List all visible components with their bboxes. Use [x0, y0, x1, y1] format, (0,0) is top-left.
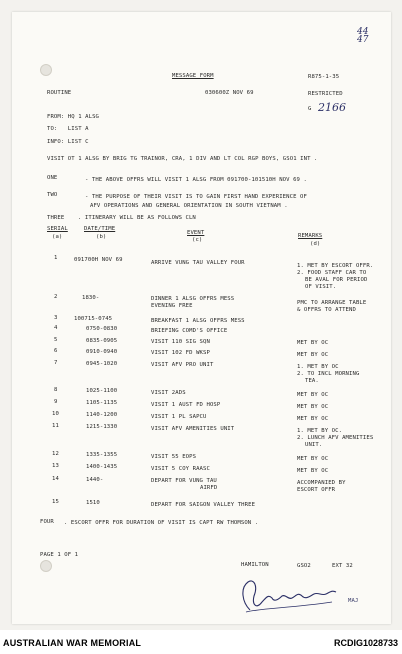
precedence: ROUTINE [47, 90, 72, 96]
row-time: 1440- [86, 477, 104, 483]
page-count: PAGE 1 OF 1 [40, 552, 79, 558]
row-remark: 2. LUNCH AFV AMENITIES [297, 435, 374, 441]
row-serial: 15 [52, 499, 59, 505]
row-time: 0945-1020 [86, 361, 118, 367]
info-line: INFO: LIST C [47, 139, 89, 145]
row-remark: BE AVAL FOR PERIOD [305, 277, 368, 283]
file-reference: R875-1-35 [308, 74, 340, 80]
row-event: BRIEFING COMD'S OFFICE [151, 328, 228, 334]
row-serial: 13 [52, 463, 59, 469]
row-serial: 10 [52, 411, 59, 417]
row-remark: 2. TO INCL MORNING [297, 371, 360, 377]
row-event: VISIT AFV AMENITIES UNIT [151, 426, 235, 432]
column-subheader: (d) [310, 241, 321, 247]
row-remark: 2. FOOD STAFF CAR TO [297, 270, 367, 276]
row-event: VISIT 55 EOPS [151, 454, 197, 460]
archive-footer [0, 630, 402, 654]
row-serial: 6 [54, 348, 58, 354]
row-remark: 1. MET BY OC [297, 364, 339, 370]
paragraph-text: . ESCORT OFFR FOR DURATION OF VISIT IS CAPT RW THOMSON . [64, 520, 259, 526]
row-serial: 5 [54, 337, 58, 343]
row-serial: 11 [52, 423, 59, 429]
row-serial: 14 [52, 476, 59, 482]
row-time: 1335-1355 [86, 452, 118, 458]
row-remark: OF VISIT. [305, 284, 337, 290]
row-remark: TEA. [305, 378, 319, 384]
row-event: VISIT 1 AUST FD HOSP [151, 402, 221, 408]
handwritten-message-number: 2166 [318, 101, 346, 114]
column-header: EVENT [187, 230, 205, 236]
signature-initials: MAJ [348, 598, 359, 604]
row-remark: & OFFRS TO ATTEND [297, 307, 356, 313]
row-remark: 1. MET BY OC. [297, 428, 343, 434]
date-time-group: 030600Z NOV 69 [205, 90, 254, 96]
row-event: EVENING FREE [151, 303, 193, 309]
row-event: BREAKFAST 1 ALSG OFFRS MESS [151, 318, 245, 324]
column-header: DATE/TIME [84, 226, 116, 232]
row-serial: 9 [54, 399, 58, 405]
handwritten-folio-number: 44 47 [357, 27, 369, 45]
paragraph-text: - THE PURPOSE OF THEIR VISIT IS TO GAIN FIRST HAND EXPERIENCE OF [85, 194, 307, 200]
row-remark: MET BY OC [297, 468, 329, 474]
paragraph-label: THREE [47, 215, 65, 221]
row-time: 1830- [82, 295, 100, 301]
column-subheader: (c) [192, 237, 203, 243]
row-remark: MET BY OC [297, 404, 329, 410]
row-time: 0750-0830 [86, 326, 118, 332]
row-event: DEPART FOR VUNG TAU [151, 478, 217, 484]
subject-line: VISIT OT 1 ALSG BY BRIG TG TRAINOR, CRA, 1 DIV AND LT COL RGP BOYS, GSO1 INT . [47, 156, 318, 162]
row-event: VISIT 102 FD WKSP [151, 350, 210, 356]
originator-appointment: GSO2 [297, 563, 311, 569]
row-remark: MET BY OC [297, 392, 329, 398]
row-serial: 8 [54, 387, 58, 393]
row-time: 1105-1135 [86, 400, 118, 406]
row-time: 1510 [86, 500, 100, 506]
row-remark: 1. MET BY ESCORT OFFR. [297, 263, 374, 269]
row-event: DINNER 1 ALSG OFFRS MESS [151, 296, 235, 302]
row-time: 1140-1200 [86, 412, 118, 418]
row-time: 1400-1435 [86, 464, 118, 470]
security-classification: RESTRICTED [308, 91, 343, 97]
row-event: VISIT 2ADS [151, 390, 186, 396]
row-remark: ACCOMPANIED BY [297, 480, 346, 486]
row-event: VISIT 5 COY RAASC [151, 466, 210, 472]
row-time: 1215-1330 [86, 424, 118, 430]
paragraph-label: ONE [47, 175, 58, 181]
row-remark: PMC TO ARRANGE TABLE [297, 300, 367, 306]
row-event: VISIT 1 PL SAPCU [151, 414, 207, 420]
row-serial: 1 [54, 255, 58, 261]
paragraph-text: - THE ABOVE OFFRS WILL VISIT 1 ALSG FROM 091700-101510H NOV 69 . [85, 177, 307, 183]
archive-name: AUSTRALIAN WAR MEMORIAL [3, 638, 142, 648]
row-remark: MET BY OC [297, 456, 329, 462]
column-header: REMARKS [298, 233, 323, 239]
row-event: DEPART FOR SAIGON VALLEY THREE [151, 502, 256, 508]
row-remark: MET BY OC [297, 416, 329, 422]
row-time: 091700H NOV 69 [74, 257, 123, 263]
from-line: FROM: HQ 1 ALSG [47, 114, 100, 120]
form-title: MESSAGE FORM [172, 73, 214, 79]
row-serial: 12 [52, 451, 59, 457]
column-subheader: (b) [96, 234, 107, 240]
row-time: 0910-0940 [86, 349, 118, 355]
row-event: VISIT AFV PRO UNIT [151, 362, 214, 368]
row-remark: ESCORT OFFR [297, 487, 336, 493]
row-time: 100715-0745 [74, 316, 113, 322]
to-line: TO: LIST A [47, 126, 89, 132]
row-remark: MET BY OC [297, 352, 329, 358]
row-serial: 2 [54, 294, 58, 300]
originator-extension: EXT 32 [332, 563, 353, 569]
row-event: AIRFD [200, 485, 218, 491]
signature-image [232, 572, 352, 616]
row-time: 1025-1100 [86, 388, 118, 394]
paragraph-text: AFV OPERATIONS AND GENERAL ORIENTATION IN SOUTH VIETNAM . [90, 203, 288, 209]
row-serial: 4 [54, 325, 58, 331]
paragraph-label: FOUR [40, 519, 54, 525]
punch-hole [40, 560, 52, 572]
row-event: VISIT 110 SIG SQN [151, 339, 210, 345]
row-remark: MET BY OC [297, 340, 329, 346]
paragraph-label: TWO [47, 192, 58, 198]
column-subheader: (a) [52, 234, 63, 240]
column-header: SERIAL [47, 226, 68, 232]
archive-record-id: RCDIG1028733 [333, 638, 398, 648]
row-serial: 7 [54, 360, 58, 366]
paragraph-text: . ITINERARY WILL BE AS FOLLOWS CLN [78, 215, 196, 221]
row-remark: UNIT. [305, 442, 323, 448]
message-form-page [12, 12, 391, 624]
originator-name: HAMILTON [241, 562, 269, 568]
row-event: ARRIVE VUNG TAU VALLEY FOUR [151, 260, 245, 266]
punch-hole [40, 64, 52, 76]
row-time: 0835-0905 [86, 338, 118, 344]
handwritten-prefix: G [308, 106, 312, 112]
row-serial: 3 [54, 315, 58, 321]
